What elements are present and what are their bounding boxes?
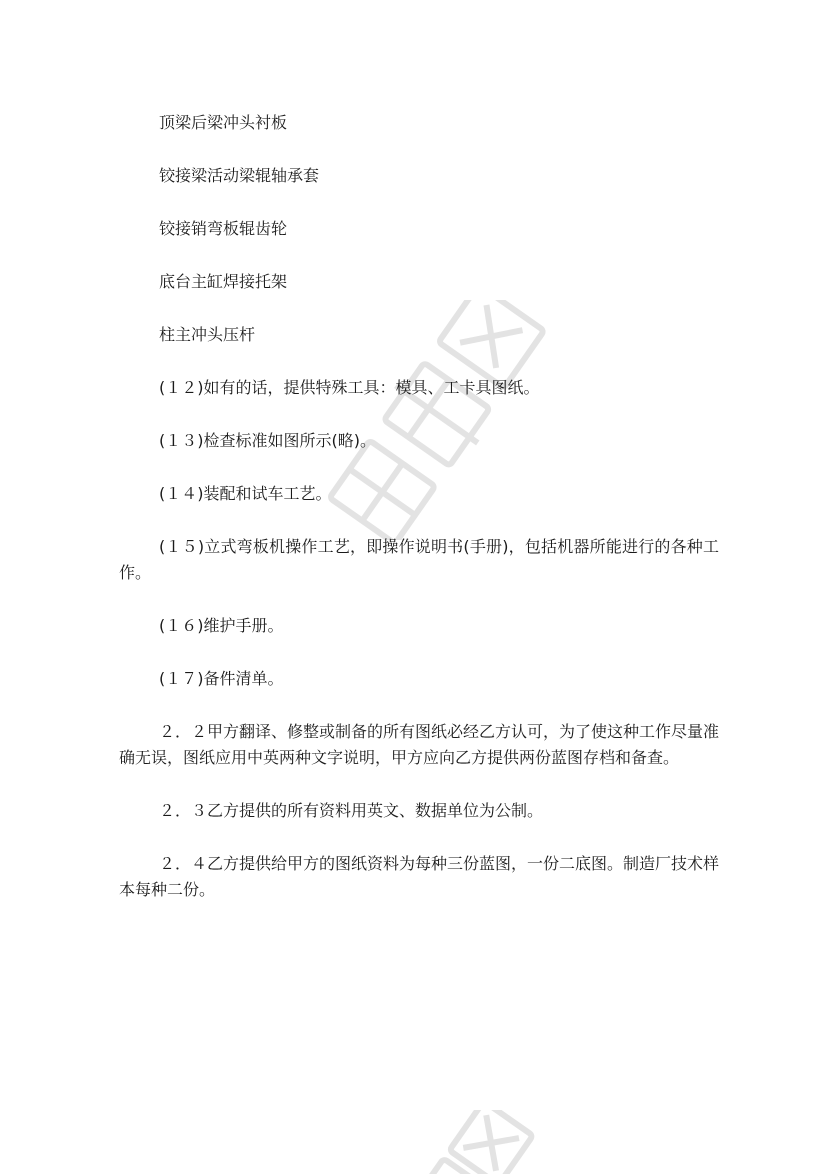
paragraph-16: (１６)维护手册。 [159,616,284,635]
list-item: 柱主冲头压杆 [159,325,256,344]
section-2-2: ２．２甲方翻译、修整或制备的所有图纸必经乙方认可，为了使这种工作尽量准确无误，图纸应用中英两种文字说明，甲方应向乙方提供两份蓝图存档和备查。 [119,722,720,767]
list-item: 顶梁后梁冲头衬板 [159,113,288,132]
section-2-3: ２．３乙方提供的所有资料用英文、数据单位为公制。 [159,801,544,820]
list-item: 铰接销弯板辊齿轮 [159,219,288,238]
paragraph-15: (１５)立式弯板机操作工艺，即操作说明书(手册)，包括机器所能进行的各种工作。 [119,537,719,582]
paragraph-17: (１７)备件清单。 [159,669,284,688]
paragraph-13: (１３)检查标准如图所示(略)。 [159,431,376,450]
list-item: 底台主缸焊接托架 [159,272,288,291]
paragraph-14: (１４)装配和试车工艺。 [159,484,332,503]
watermark-logo-bottom [360,1110,560,1174]
paragraph-12: (１２)如有的话，提供特殊工具：模具、工卡具图纸。 [159,378,540,397]
section-2-4: ２．４乙方提供给甲方的图纸资料为每种三份蓝图，一份二底图。制造厂技术样本每种二份。 [119,854,720,899]
document-body [119,110,719,903]
list-item: 铰接梁活动梁辊轴承套 [159,166,320,185]
